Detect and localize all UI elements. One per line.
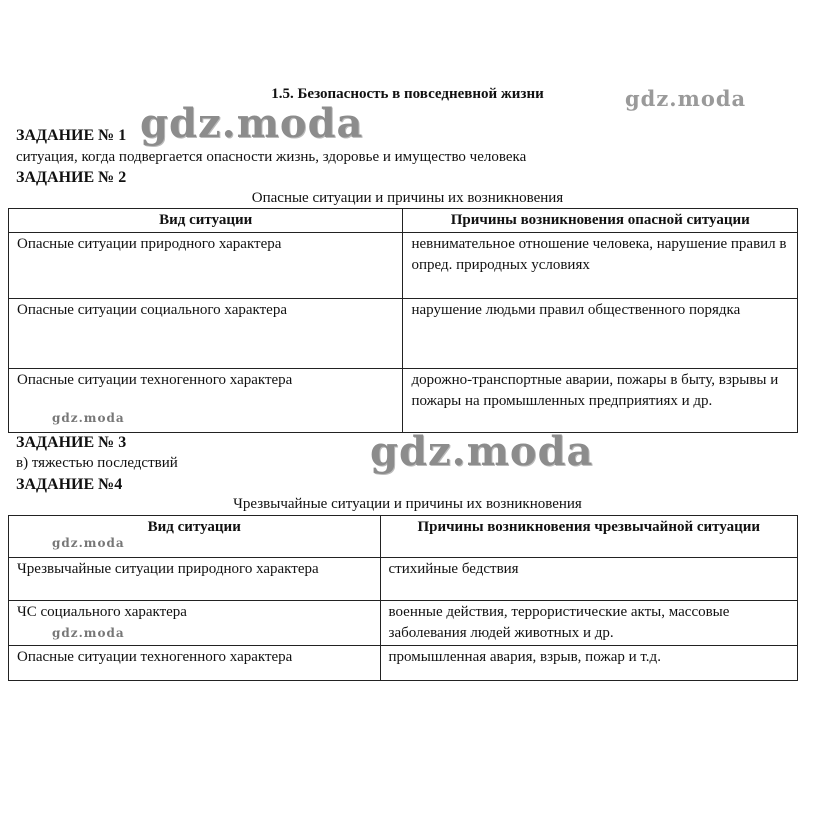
table-cell: Чрезвычайные ситуации природного характера (9, 558, 381, 601)
table-cell: Опасные ситуации природного характера (9, 233, 403, 299)
table-cell: нарушение людьми правил общественного порядка (403, 299, 798, 369)
table-header-row (9, 516, 798, 558)
table-row (9, 601, 798, 646)
task1-heading: ЗАДАНИЕ № 1 (16, 127, 127, 144)
table-header-row (9, 209, 798, 233)
table-row (9, 369, 798, 433)
page-title: 1.5. Безопасность в повседневной жизни (271, 86, 544, 102)
task2-heading: ЗАДАНИЕ № 2 (16, 169, 127, 186)
header-cell: Причины возникновения опасной ситуации (403, 209, 798, 233)
table-cell: промышленная авария, взрыв, пожар и т.д. (380, 646, 797, 681)
table-row (9, 233, 798, 299)
watermark-logo: gdz.moda (52, 411, 125, 425)
table-cell: военные действия, террористические акты, массовые заболевания людей животных и др. (380, 601, 797, 646)
table-cell: ЧС социального характера (9, 601, 381, 646)
task4-heading: ЗАДАНИЕ №4 (16, 476, 123, 493)
table-cell: дорожно-транспортные аварии, пожары в быту, взрывы и пожары на промышленных предприятиях и др. (403, 369, 798, 433)
watermark-logo: gdz.moda (52, 626, 125, 640)
watermark-logo: gdz.moda (625, 86, 747, 111)
table-cell: Опасные ситуации техногенного характера (9, 646, 381, 681)
table-row (9, 299, 798, 369)
task2-table (8, 208, 798, 433)
table-cell: стихийные бедствия (380, 558, 797, 601)
watermark-logo: gdz.moda (140, 100, 364, 147)
watermark-logo: gdz.moda (52, 536, 125, 550)
task2-caption: Опасные ситуации и причины их возникновения (251, 190, 564, 206)
task1-answer: ситуация, когда подвергается опасности жизнь, здоровье и имущество человека (16, 149, 527, 165)
watermark-logo: gdz.moda (370, 428, 594, 475)
header-cell: Причины возникновения чрезвычайной ситуации (380, 516, 797, 558)
table-row (9, 558, 798, 601)
task3-heading: ЗАДАНИЕ № 3 (16, 434, 127, 451)
table-cell: невнимательное отношение человека, нарушение правил в опред. природных условиях (403, 233, 798, 299)
task4-table (8, 515, 798, 681)
task4-caption: Чрезвычайные ситуации и причины их возникновения (233, 496, 582, 512)
header-cell: Вид ситуации (9, 516, 381, 558)
header-cell: Вид ситуации (9, 209, 403, 233)
task3-answer: в) тяжестью последствий (16, 455, 178, 471)
table-cell: Опасные ситуации техногенного характера (9, 369, 403, 433)
table-row (9, 646, 798, 681)
table-cell: Опасные ситуации социального характера (9, 299, 403, 369)
